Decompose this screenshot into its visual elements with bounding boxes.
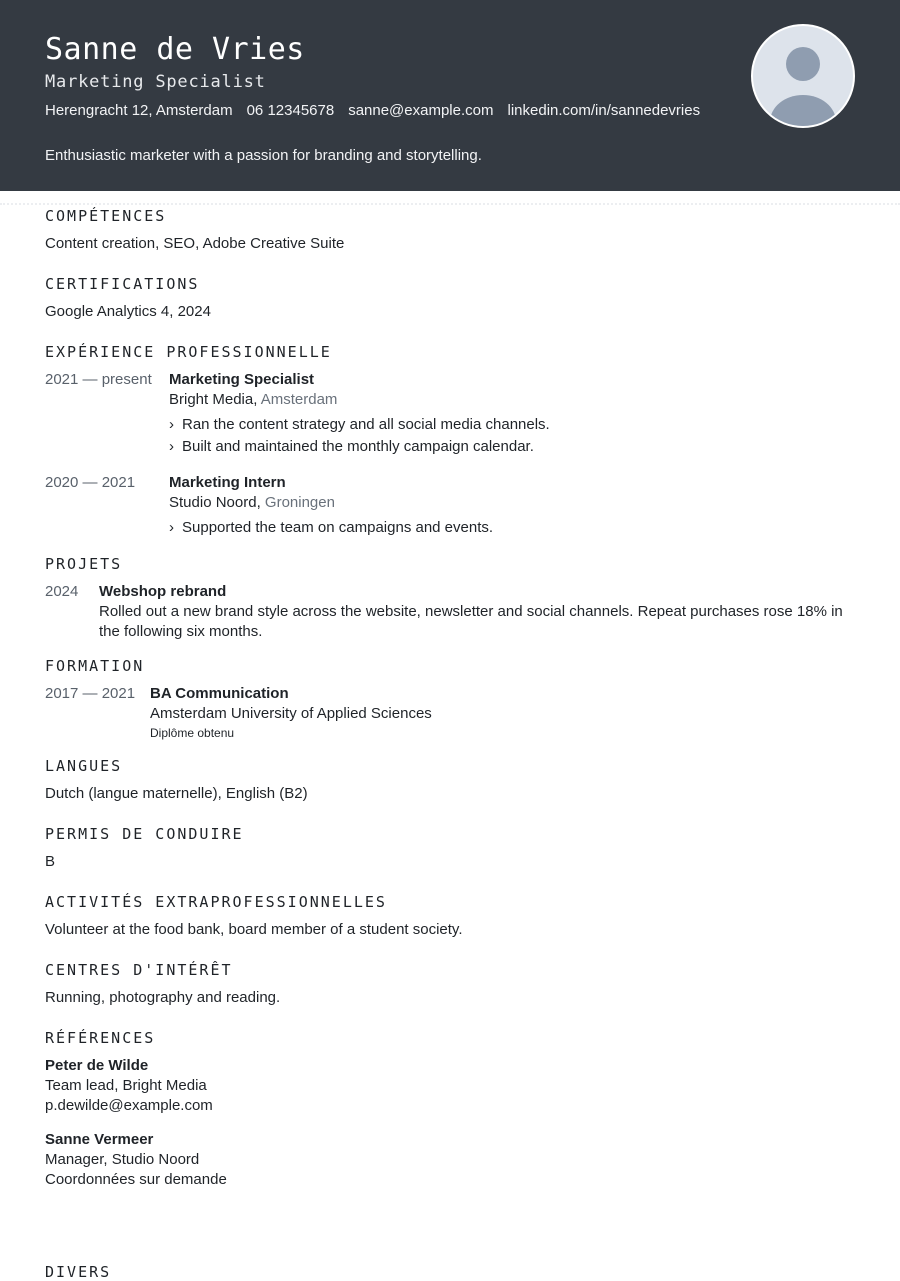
entry-details xyxy=(169,370,550,459)
skills-text: Content creation, SEO, Adobe Creative Suite xyxy=(45,235,345,252)
contact-line xyxy=(45,102,700,119)
reference-position: Team lead, Bright Media xyxy=(45,1077,207,1094)
entry-dates: 2020 — 2021 xyxy=(45,474,136,491)
entry-dates: 2021 — present xyxy=(45,371,152,388)
education-note: Diplôme obtenu xyxy=(150,726,235,740)
education-section xyxy=(45,656,857,742)
section-title: PROJETS xyxy=(45,555,123,573)
section-title: RÉFÉRENCES xyxy=(45,1029,156,1047)
entry-bullets xyxy=(169,518,493,538)
resume-header xyxy=(0,0,900,191)
experience-entry xyxy=(45,370,857,459)
activities-section xyxy=(45,892,857,940)
entry-company-line xyxy=(169,390,550,410)
reference-name: Peter de Wilde xyxy=(45,1057,149,1074)
contact-email[interactable]: sanne@example.com xyxy=(348,102,494,119)
entry-details xyxy=(169,473,493,540)
section-title: CERTIFICATIONS xyxy=(45,275,200,293)
languages-section xyxy=(45,756,857,804)
section-title: EXPÉRIENCE PROFESSIONNELLE xyxy=(45,343,332,361)
reference-name: Sanne Vermeer xyxy=(45,1131,154,1148)
entry-role: Marketing Intern xyxy=(169,474,286,491)
project-entry xyxy=(45,582,857,642)
project-name: Webshop rebrand xyxy=(99,583,227,600)
entry-role: Marketing Specialist xyxy=(169,371,315,388)
contact-linkedin[interactable]: linkedin.com/in/sannedevries xyxy=(507,102,701,119)
projects-section xyxy=(45,554,857,642)
reference-position: Manager, Studio Noord xyxy=(45,1151,200,1168)
candidate-role: Marketing Specialist xyxy=(45,72,266,92)
entry-separator: , xyxy=(256,494,261,511)
section-title: CENTRES D'INTÉRÊT xyxy=(45,961,233,979)
certifications-section xyxy=(45,274,857,322)
skills-section xyxy=(45,206,857,254)
project-description: Rolled out a new brand style across the website, newsletter and social channels. Repeat purchases rose 18% in the following six months. xyxy=(99,603,843,640)
section-title: FORMATION xyxy=(45,657,145,675)
entry-location: Amsterdam xyxy=(260,391,338,408)
profile-summary: Enthusiastic marketer with a passion for branding and storytelling. xyxy=(45,147,482,164)
project-details xyxy=(99,582,857,642)
bullet-text: Supported the team on campaigns and events. xyxy=(182,519,494,536)
entry-location: Groningen xyxy=(264,494,335,511)
reference-contact: Coordonnées sur demande xyxy=(45,1171,227,1188)
section-title: PERMIS DE CONDUIRE xyxy=(45,825,244,843)
chevron-right-icon: › xyxy=(169,416,174,433)
bullet-text: Ran the content strategy and all social media channels. xyxy=(182,416,550,433)
bullet-item xyxy=(169,415,550,435)
entry-company: Studio Noord xyxy=(169,494,257,511)
entry-details xyxy=(150,684,432,742)
entry-dates: 2017 — 2021 xyxy=(45,685,136,702)
reference-entry xyxy=(45,1056,857,1116)
bullet-item xyxy=(169,437,550,457)
education-degree: BA Communication xyxy=(150,685,289,702)
chevron-right-icon: › xyxy=(169,519,174,536)
contact-address: Herengracht 12, Amsterdam xyxy=(45,102,233,119)
interests-text: Running, photography and reading. xyxy=(45,989,281,1006)
section-title-cut-off: DIVERS xyxy=(45,1263,112,1281)
license-text: B xyxy=(45,853,56,870)
section-title: ACTIVITÉS EXTRAPROFESSIONNELLES xyxy=(45,893,387,911)
entry-company-line xyxy=(169,493,493,513)
candidate-name: Sanne de Vries xyxy=(45,32,305,67)
section-divider xyxy=(0,203,900,205)
experience-entry xyxy=(45,473,857,540)
education-school: Amsterdam University of Applied Sciences xyxy=(150,705,432,722)
section-title: COMPÉTENCES xyxy=(45,207,167,225)
resume-body xyxy=(45,206,857,1210)
references-section xyxy=(45,1028,857,1190)
interests-section xyxy=(45,960,857,1008)
reference-contact[interactable]: p.dewilde@example.com xyxy=(45,1097,213,1114)
entry-bullets xyxy=(169,415,550,457)
languages-text: Dutch (langue maternelle), English (B2) xyxy=(45,785,308,802)
activities-text: Volunteer at the food bank, board member of a student society. xyxy=(45,921,463,938)
avatar xyxy=(751,24,855,128)
avatar-placeholder-icon xyxy=(753,26,853,126)
project-year: 2024 xyxy=(45,583,79,600)
chevron-right-icon: › xyxy=(169,438,174,455)
bullet-item xyxy=(169,518,493,538)
entry-separator: , xyxy=(253,391,258,408)
contact-phone: 06 12345678 xyxy=(246,102,335,119)
entry-company: Bright Media xyxy=(169,391,254,408)
education-entry xyxy=(45,684,857,742)
certifications-text: Google Analytics 4, 2024 xyxy=(45,303,211,320)
bullet-text: Built and maintained the monthly campaign calendar. xyxy=(182,438,534,455)
experience-section xyxy=(45,342,857,540)
license-section xyxy=(45,824,857,872)
section-title: LANGUES xyxy=(45,757,123,775)
reference-entry xyxy=(45,1130,857,1190)
